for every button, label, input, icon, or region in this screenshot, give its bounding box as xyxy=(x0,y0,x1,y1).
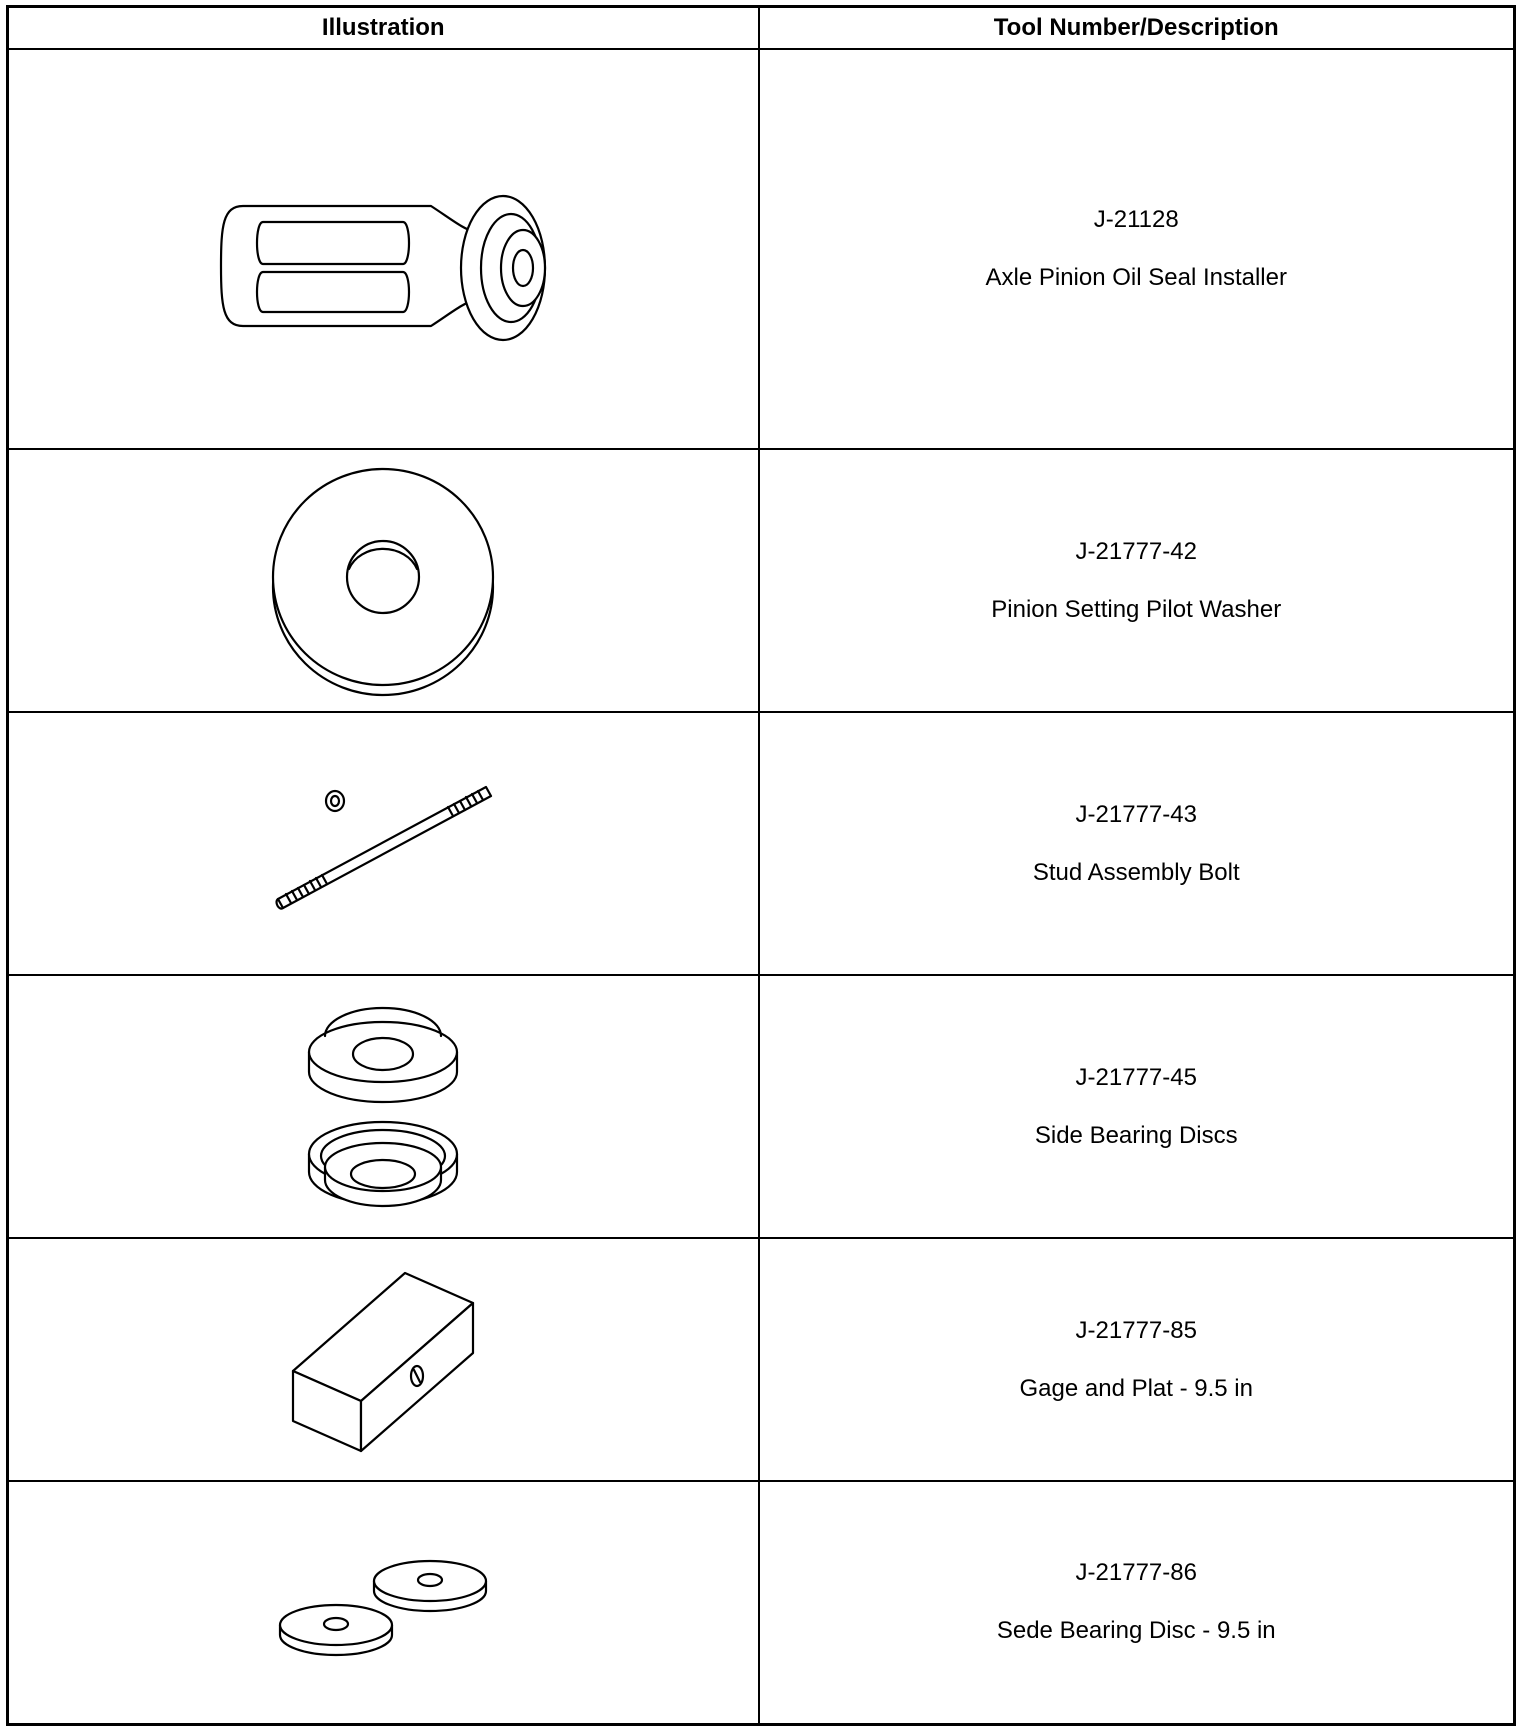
tool-number: J-21777-45 xyxy=(1075,1063,1197,1091)
stud-bolt-icon xyxy=(258,769,508,919)
header-row xyxy=(8,7,1515,50)
table-row xyxy=(8,1481,1515,1724)
tool-number: J-21777-42 xyxy=(1075,537,1197,565)
tool-description: Axle Pinion Oil Seal Installer xyxy=(985,264,1287,291)
gage-block-icon xyxy=(283,1265,483,1455)
table-row xyxy=(8,449,1515,712)
illustration-cell xyxy=(8,449,759,712)
seal-installer-icon xyxy=(203,164,563,334)
tool-description: Sede Bearing Disc - 9.5 in xyxy=(996,1617,1276,1645)
bearing-disc-pair-icon xyxy=(276,1547,491,1657)
tool-description: Side Bearing Discs xyxy=(1034,1121,1238,1149)
description-cell xyxy=(759,49,1515,449)
illustration-cell xyxy=(8,49,759,449)
tool-number: J-21777-43 xyxy=(1075,800,1197,828)
tool-number: J-21128 xyxy=(1093,206,1179,233)
description-cell xyxy=(759,449,1515,712)
illustration-cell xyxy=(8,712,759,975)
bearing-discs-icon xyxy=(303,992,463,1222)
header-tool-number-description: Tool Number/Description xyxy=(759,7,1515,50)
description-cell xyxy=(759,975,1515,1238)
tool-number: J-21777-86 xyxy=(1075,1559,1197,1587)
illustration-cell xyxy=(8,975,759,1238)
header-illustration: Illustration xyxy=(8,7,759,50)
tool-description: Stud Assembly Bolt xyxy=(1032,858,1240,886)
tools-table xyxy=(6,5,1516,1726)
illustration-cell xyxy=(8,1238,759,1481)
table-row xyxy=(8,975,1515,1238)
illustration-cell xyxy=(8,1481,759,1724)
table-row xyxy=(8,1238,1515,1481)
table-row xyxy=(8,712,1515,975)
description-cell xyxy=(759,1481,1515,1724)
description-cell xyxy=(759,712,1515,975)
tool-description: Gage and Plat - 9.5 in xyxy=(1019,1374,1253,1402)
table-row xyxy=(8,49,1515,449)
tool-description: Pinion Setting Pilot Washer xyxy=(991,595,1282,623)
tool-number: J-21777-85 xyxy=(1075,1316,1197,1344)
pilot-washer-icon xyxy=(263,461,503,701)
description-cell xyxy=(759,1238,1515,1481)
